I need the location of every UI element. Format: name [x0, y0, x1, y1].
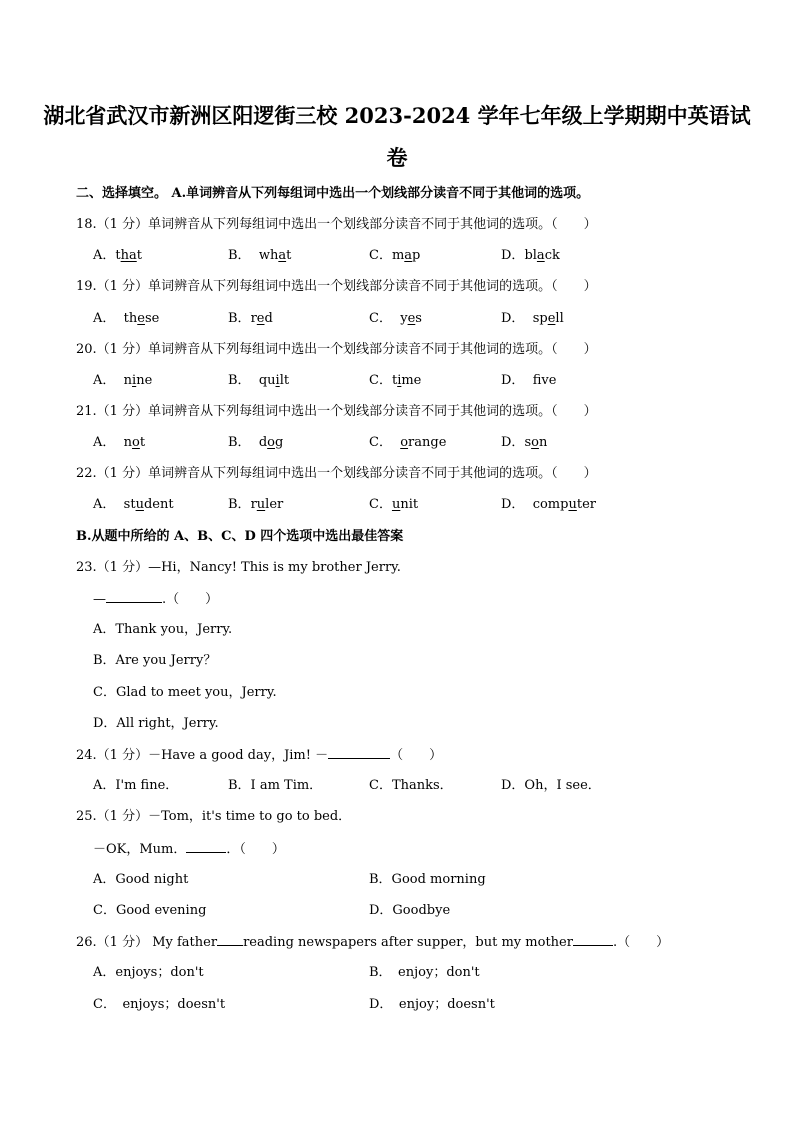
question-21-stem: 21.（1 分）单词辨音从下列每组词中选出一个划线部分读音不同于其他词的选项。（ ） [76, 404, 597, 419]
question-22-option-c: C．unit [369, 497, 419, 512]
question-25-reply-line: －OK，Mum． ．（ ） [93, 842, 285, 857]
question-26-option-a: A．enjoys；don't [93, 965, 204, 980]
section-b-heading: B.从题中所给的 A、B、C、D 四个选项中选出最佳答案 [76, 529, 404, 544]
question-26-option-b: B． enjoy；don't [369, 965, 480, 980]
question-21-option-a: A． not [93, 435, 146, 450]
question-24-option-d: D．Oh，I see． [501, 778, 601, 793]
question-26-option-d: D． enjoy；doesn't [369, 997, 495, 1012]
answer-blank [186, 840, 226, 853]
question-26-stem: 26.（1 分） My father reading newspapers after supper，but my mother .（ ） [76, 935, 670, 950]
question-25-option-d: D．Goodbye [369, 903, 451, 918]
page-title-continued: 卷 [386, 145, 408, 170]
answer-blank [573, 933, 613, 946]
question-23-option-d: D．All right，Jerry. [93, 716, 219, 731]
question-20-option-a: A． nine [93, 373, 153, 388]
answer-blank [106, 590, 162, 603]
question-23-reply-line: — .（ ） [93, 592, 219, 607]
answer-blank [328, 746, 390, 759]
question-20-stem: 20.（1 分）单词辨音从下列每组词中选出一个划线部分读音不同于其他词的选项。（ ） [76, 342, 597, 357]
question-25-option-c: C．Good evening [93, 903, 207, 918]
question-22-option-b: B．ruler [228, 497, 284, 512]
question-19-option-d: D． spell [501, 311, 564, 326]
question-22-option-a: A． student [93, 497, 174, 512]
question-18-option-d: D．black [501, 248, 560, 263]
question-24-stem: 24.（1 分）－Have a good day，Jim! － （ ） [76, 748, 443, 763]
question-24-option-a: A．I'm fine． [93, 778, 179, 793]
question-23-option-c: C．Glad to meet you，Jerry. [93, 685, 277, 700]
question-23-stem: 23.（1 分）—Hi，Nancy! This is my brother Jerry. [76, 560, 401, 575]
question-18-option-a: A．that [93, 248, 142, 263]
page-title: 湖北省武汉市新洲区阳逻街三校 2023-2024 学年七年级上学期期中英语试 [43, 103, 751, 128]
question-22-option-d: D． computer [501, 497, 596, 512]
question-22-stem: 22.（1 分）单词辨音从下列每组词中选出一个划线部分读音不同于其他词的选项。（ ） [76, 466, 597, 481]
section-a-heading: 二、选择填空。 A.单词辨音从下列每组词中选出一个划线部分读音不同于其他词的选项。 [76, 186, 590, 201]
question-20-option-c: C．time [369, 373, 422, 388]
question-21-option-c: C． orange [369, 435, 447, 450]
question-19-option-b: B．red [228, 311, 273, 326]
question-18-stem: 18.（1 分）单词辨音从下列每组词中选出一个划线部分读音不同于其他词的选项。（ ） [76, 217, 597, 232]
question-26-option-c: C． enjoys；doesn't [93, 997, 226, 1012]
question-18-option-b: B． what [228, 248, 292, 263]
question-25-stem: 25.（1 分）－Tom，it's time to go to bed． [76, 809, 352, 824]
question-19-stem: 19.（1 分）单词辨音从下列每组词中选出一个划线部分读音不同于其他词的选项。（ ） [76, 279, 597, 294]
question-24-option-b: B．I am Tim． [228, 778, 323, 793]
question-25-option-a: A．Good night [93, 872, 189, 887]
question-18-option-c: C．map [369, 248, 421, 263]
question-24-option-c: C．Thanks． [369, 778, 453, 793]
question-23-option-b: B．Are you Jerry？ [93, 653, 217, 668]
question-20-option-b: B． quilt [228, 373, 290, 388]
question-21-option-d: D．son [501, 435, 548, 450]
answer-blank [217, 933, 243, 946]
question-23-option-a: A．Thank you，Jerry. [93, 622, 233, 637]
question-19-option-a: A． these [93, 311, 160, 326]
question-21-option-b: B． dog [228, 435, 284, 450]
question-25-option-b: B．Good morning [369, 872, 486, 887]
question-20-option-d: D． fve [501, 373, 557, 388]
question-19-option-c: C． yes [369, 311, 422, 326]
